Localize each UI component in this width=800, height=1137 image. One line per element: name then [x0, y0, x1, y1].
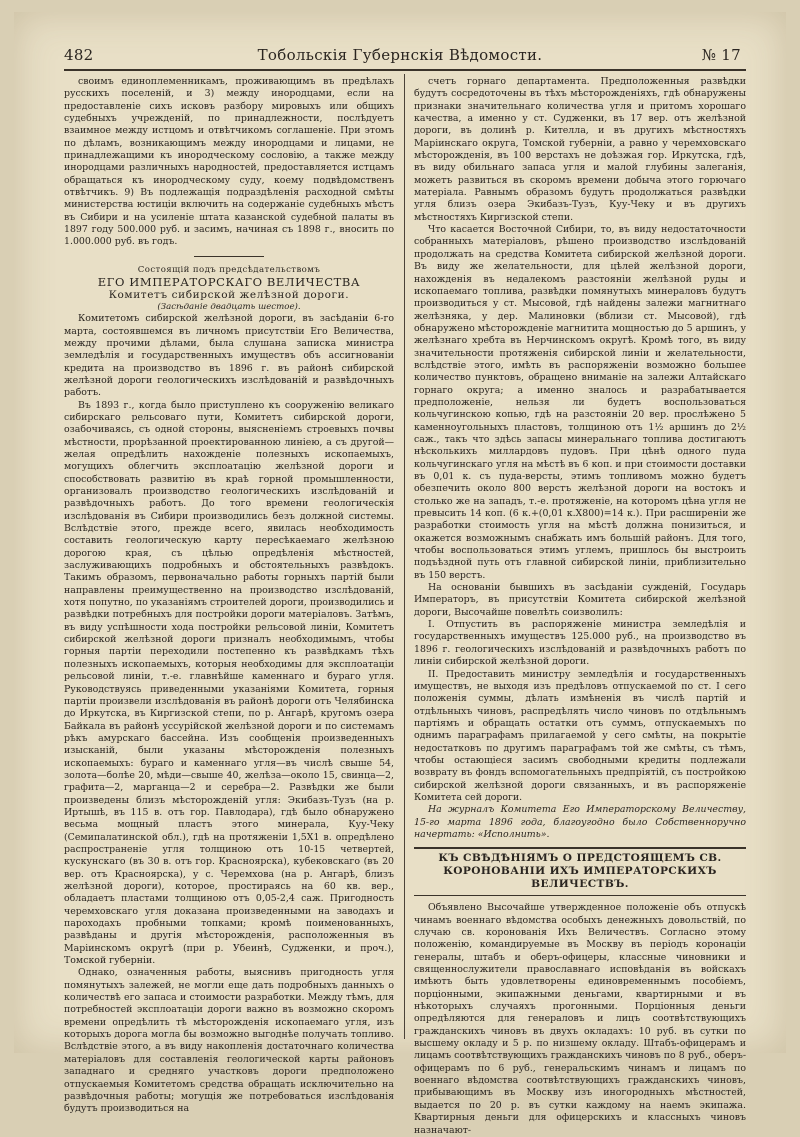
paragraph: На основаніи бывшихъ въ засѣданіи сужденій, Государь Императоръ, въ присутствіи Комитета сибирской желѣзной дороги, Высочайше повелѣть соизволилъ:	[414, 582, 746, 618]
paragraph: Что касается Восточной Сибири, то, въ виду недостаточности собранныхъ матеріаловъ, рѣшено производство изслѣдованій продолжать на средства Комитета сибирской желѣзной дороги. Въ виду же желательности, для цѣлей желѣзной дороги, нахожденія въ недалекомъ разстояніи желѣзной руды и ископаемаго топлива, развѣдки помянутыхъ минераловъ будутъ производиться у ст. Мысовой, гдѣ найдены залежи магнитнаго желѣзняка, у дер. Малиновки (вблизи ст. Мысовой), гдѣ обнаружено мѣсторожденіе магнитита мощностью до 5 аршинъ, у желѣзнаго хребта въ Нерчинскомъ округѣ. Кромѣ того, въ виду значительности протяженія сибирской линіи и желательности, вслѣдствіе этого, имѣть въ распоряженіи возможно большее количество пунктовъ, обращено вниманіе на залежи Алтайскаго горнаго округа; а именно зналось и разрабатывается предположеніе, нельзя ли будетъ воспользоваться кольчугинскою копью, гдѣ на разстояніи 20 вер. прослѣжено 5 каменноугольныхъ пластовъ, толщиною отъ 1½ аршинъ до 2½ саж., такъ что здѣсь запасы минеральнаго топлива достигаютъ нѣсколькихъ миллардовъ пудовъ. При цѣнѣ одного пуда кольчугинскаго угля на мѣстѣ въ 6 коп. и при стоимости доставки въ 0,01 к. съ пуда-версты, этимъ топливомъ можно будетъ обезпечить около 800 верстъ желѣзной дороги на востокъ и столько же на западъ, т.-е. протяженіе, на которомъ цѣна угля не превысить 14 коп. (6 к.+(0,01 к.Х800)=14 к.). При расширеніи же разработки стоимость угля на мѣстѣ должна понизиться, и окажется возможнымъ снабжать имъ большій районъ. Для того, чтобы воспользоваться этимъ углемъ, пришлось бы выстроить подъѣздной путь отъ главной сибирской линіи, приблизительно въ 150 верстъ.	[414, 224, 746, 581]
page-number: 482	[64, 46, 94, 64]
column-divider	[404, 74, 405, 1039]
section-subtitle: Комитетъ сибирской желѣзной дороги.	[108, 288, 350, 301]
issue-number: № 17	[701, 46, 741, 64]
imperial-resolution: На журналъ Комитета Его Императорскому Величеству, 15-го марта 1896 года, благоугодно было Собственноручно начертать: «Исполнить».	[414, 804, 746, 840]
newspaper-title: Тобольскія Губернскія Вѣдомости.	[257, 46, 543, 64]
section-pretitle: Состоящій подъ предсѣдательствомъ	[137, 264, 321, 275]
left-column	[64, 76, 394, 1115]
section-divider	[194, 256, 264, 257]
paragraph: I. Отпустить въ распоряженіе министра земледѣлія и государственныхъ имуществъ 125.000 руб., на производство въ 1896 г. геологическихъ изслѣдованій и развѣдочныхъ работъ по линіи сибирской желѣзной дороги.	[414, 619, 746, 668]
section-title: ЕГО ИМПЕРАТОРСКАГО ВЕЛИЧЕСТВА	[97, 275, 361, 290]
section-note: (Засѣданіе двадцать шестое).	[157, 301, 301, 312]
page-header	[14, 42, 786, 70]
paragraph: Однако, означенныя работы, выяснивъ пригодность угля помянутыхъ залежей, не могли еще дать подробныхъ данныхъ о количествѣ его запаса и стоимости разработки. Между тѣмъ, для потребностей эксплоатаціи дороги важно въ возможно скоромъ времени опредѣлить тѣ мѣсторожденія ископаемаго угля, изъ которыхъ дорога могла бы возможно выгоднѣе получать топливо. Вслѣдствіе этого, а въ виду накопленія достаточнаго количества матеріаловъ для составленія геологической карты районовъ западнаго и средняго участковъ дороги предположено отпускаемыя Комитетомъ средства обращать исключительно на развѣдочныя работы; могущія же потребоваться изслѣдованія будутъ производиться на	[64, 967, 394, 1115]
paragraph: счетъ горнаго департамента. Предположенныя развѣдки будутъ сосредоточены въ тѣхъ мѣсторожденіяхъ, гдѣ обнаружены признаки значительнаго количества угля и притомъ хорошаго качества, а именно у ст. Судженки, въ 17 вер. отъ желѣзной дороги, въ долинѣ р. Кителла, и въ другихъ мѣстностяхъ Маріинскаго округа, Томской губерніи, а равно у черемховскаго мѣсторожденія, въ 100 верстахъ не доѣзжая гор. Иркутска, гдѣ, въ виду обильнаго запаса угля и малой глубины залеганія, можетъ развиться въ скоромъ времени добыча этого горючаго матеріала. Равнымъ образомъ будутъ продолжаться развѣдки угля близъ озера Экибазъ-Тузъ, Куу-Чеку и въ другихъ мѣстностяхъ Киргизской степи.	[414, 76, 746, 223]
newspaper-page	[14, 12, 786, 1136]
article-title: КЪ СВѢДѢНІЯМЪ О ПРЕДСТОЯЩЕМЪ СВ. КОРОНОВАНІИ ИХЪ ИМПЕРАТОРСКИХЪ ВЕЛИЧЕСТВЪ.	[414, 847, 746, 896]
paragraph: Комитетомъ сибирской желѣзной дороги, въ засѣданіи 6-го марта, состоявшемся въ личномъ присутствіи Его Величества, между прочими дѣлами, была слушана записка министра земледѣлія и государственныхъ имуществъ объ ассигнованіи кредита на производство въ 1896 г. въ районѣ сибирской желѣзной дороги геологическихъ изслѣдованій и развѣдочныхъ работъ.	[64, 313, 394, 399]
right-column	[414, 76, 746, 1136]
paragraph: Въ 1893 г., когда было приступлено къ сооруженію великаго сибирскаго рельсоваго пути, Комитетъ сибирской дороги, озабочиваясь, съ одной стороны, выясненіемъ строевыхъ почвы мѣстности, прорѣзанной проектированною линіею, а съ другой—желая опредѣлить нахожденіе полезныхъ ископаемыхъ, могущихъ облегчить эксплоатацію желѣзной дороги и способствовать развитію въ краѣ горной промышленности, организовалъ производство геологическихъ изслѣдованій и развѣдочныхъ работъ. До того времени геологическія изслѣдованія въ Сибири производились безъ должной системы. Вслѣдствіе этого, прежде всего, явилась необходимость составить геологическую карту пересѣкаемаго желѣзною дорогою края, съ цѣлью опредѣленія мѣстностей, заслуживающихъ подробныхъ и обстоятельныхъ развѣдокъ. Такимъ образомъ, первоначально работы горныхъ партій были направлены преимущественно на производство изслѣдованій, хотя попутно, по указаніямъ строителей дороги, производились и развѣдки потребныхъ для постройки дороги матеріаловъ. Затѣмъ, въ виду успѣшности хода постройки рельсовой линіи, Комитетъ сибирской желѣзной дороги призналъ необходимымъ, чтобы горныя партіи переходили постепенно къ развѣдкамъ тѣхъ полезныхъ ископаемыхъ, которыя необходимы для эксплоатаціи рельсовой линіи, т.-е. главнѣйше каменнаго и бураго угля. Руководствуясь приведенными указаніями Комитета, горныя партіи произвели изслѣдованія въ районѣ дороги отъ Челябинска до Иркутска, въ Киргизской степи, по р. Ангарѣ, кругомъ озера Байкала въ районѣ уссурійской желѣзной дороги и по системамъ рѣкъ амурскаго бассейна. Изъ сообщенія произведенныхъ изысканій, были указаны мѣсторожденія полезныхъ ископаемыхъ: бураго и каменнаго угля—въ числѣ свыше 54, золота—болѣе 20, мѣди—свыше 40, желѣза—около 15, свинца—2, графита—2, марганца—2 и серебра—2. Развѣдки же были произведены близъ мѣсторожденій угля: Экибазъ-Тузъ (на р. Иртышѣ, въ 115 в. отъ гор. Павлодара), гдѣ было обнаружено весьма мощный пластъ этого минерала, Куу-Чеку (Семипалатинской обл.), гдѣ на протяженіи 1,5Х1 в. опредѣлено распространеніе угля толщиною отъ 10-15 четвертей, кускунскаго (въ 30 в. отъ гор. Красноярска), кубековскаго (въ 20 вер. отъ Красноярска), у с. Черемхова (на р. Ангарѣ, близъ желѣзной дороги), которое, простираясь на 60 кв. вер., обладаетъ пластами толщиною отъ 0,05-2,4 саж. Пригодность черемховскаго угля доказана произведенными на заводахъ и пароходахъ пробными топками; кромѣ поименованныхъ, развѣданы и другія мѣсторожденія, расположенныя въ Маріинскомъ округѣ (при р. Убеинѣ, Судженки, и проч.), Томской губерніи.	[64, 399, 394, 967]
paragraph: своимъ единоплеменникамъ, проживающимъ въ предѣлахъ русскихъ поселеній, и 3) между инородцами, если на предоставленіе сихъ исковъ разбору мировыхъ или общихъ судебныхъ учрежденій, по принадлежности, послѣдуетъ взаимное между истцомъ и отвѣтчикомъ соглашеніе. При этомъ по дѣламъ, возникающимъ между инородцами и лицами, не принадлежащими къ инородческому сословію, а также между инородцами различныхъ народностей, предоставляется истцамъ обращаться къ инородческому суду, коему подвѣдомственъ отвѣтчикъ. 9) Въ подлежащія подраздѣленія расходной смѣты министерства юстиціи включить на содержаніе судебныхъ мѣстъ въ Сибири и на усиленіе штата казанской судебной палаты въ 1897 году 500.000 руб. и засимъ, начиная съ 1898 г., вносить по 1.000.000 руб. въ годъ.	[64, 76, 394, 248]
header-rule	[64, 69, 746, 71]
paragraph: Объявлено Высочайше утвержденное положеніе объ отпускѣ чинамъ военнаго вѣдомства особыхъ денежныхъ довольствій, по случаю св. коронованія Ихъ Величествъ. Согласно этому положенію, командируемые въ Москву въ періодъ коронаціи генералы, штабъ и оберъ-офицеры, классные чиновники и священнослужители православнаго исповѣданія въ войскахъ имѣютъ быть удовлетворены единовременнымъ пособіемъ, порціонными, экипажными деньгами, квартирными и въ нѣкоторыхъ случаяхъ прогонными. Порціонныя деньги опредѣляются для генераловъ и лицъ соотвѣтствующихъ гражданскихъ чиновъ въ двухъ окладахъ: 10 руб. въ сутки по высшему окладу и 5 р. по низшему окладу. Штабъ-офицерамъ и лицамъ соотвѣтствующихъ гражданскихъ чиновъ по 8 руб., оберъ-офицерамъ по 6 руб., генеральскимъ чинамъ и лицамъ по военнаго вѣдомства соотвѣтствующихъ гражданскихъ чиновъ, прибывающимъ въ Москву изъ иногородныхъ мѣстностей, выдается по 20 р. въ сутки каждому на наемъ экипажа. Квартирныя деньги для офицерскихъ и классныхъ чиновъ назначают-	[414, 902, 746, 1136]
paragraph: II. Предоставить министру земледѣлія и государственныхъ имуществъ, не выходя изъ предѣловъ отпускаемой по ст. I сего положенія суммы, дѣлать измѣненія въ числѣ партій и отдѣльныхъ чиновъ, распредѣлять число чиновъ по отдѣльнымъ партіямъ и обращать остатки отъ суммъ, отпускаемыхъ по однимъ параграфамъ прилагаемой у сего смѣты, на покрытіе недостатковъ по другимъ параграфамъ той же смѣты, съ тѣмъ, чтобы остающіеся засимъ свободными кредиты подлежали возврату въ фондъ вспомогательныхъ предпріятій, съ постройкою сибирской желѣзной дороги связанныхъ, и въ распоряженіе Комитета сей дороги.	[414, 668, 746, 803]
